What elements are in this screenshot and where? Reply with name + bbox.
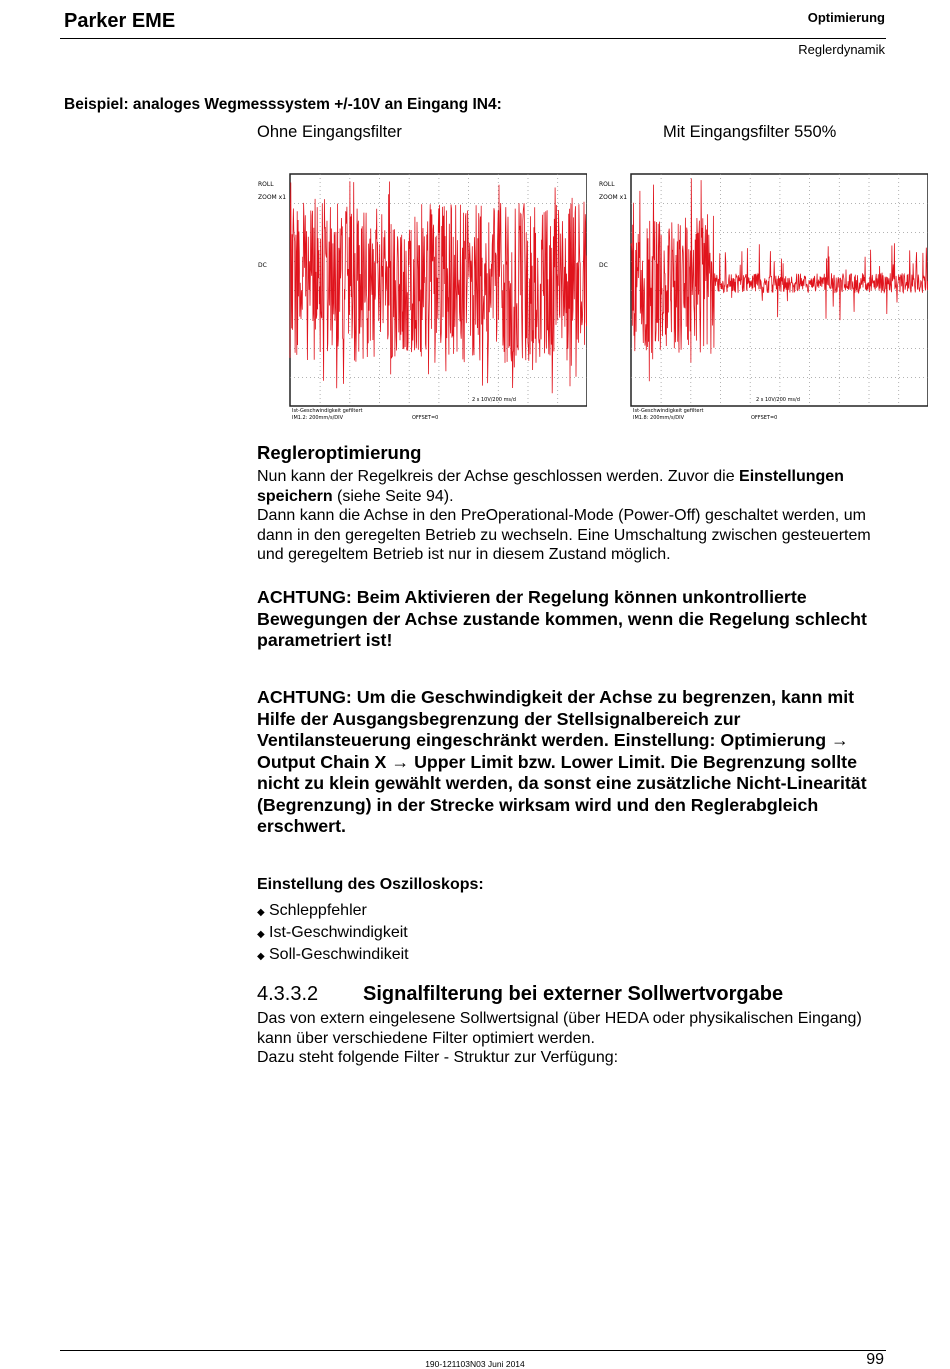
scope-left-coupling: DC (258, 262, 267, 269)
para1-end: (siehe Seite 94). (332, 487, 454, 505)
header-rule (60, 38, 886, 39)
section-heading (257, 983, 887, 1006)
scope-left-offset: OFFSET=0 (412, 415, 439, 421)
section-para2: Dazu steht folgende Filter - Struktur zur Verfügung: (257, 1049, 619, 1066)
scope-right-timebase: 2 s 10V/200 ms/d (756, 397, 800, 403)
warning-1 (257, 587, 887, 652)
list-item: ◆ Schleppfehler (257, 901, 887, 923)
list-item: ◆ Soll-Geschwindikeit (257, 945, 887, 967)
oszilloskop-list (257, 901, 887, 967)
scope-without-filter (257, 170, 587, 422)
scope-right-mode2: ZOOM x1 (599, 194, 628, 201)
diamond-bullet-icon: ◆ (257, 907, 265, 918)
scope-right-coupling: DC (599, 262, 608, 269)
oszilloskop-settings (257, 876, 887, 967)
arrow-right-icon: → (391, 751, 410, 772)
regleroptimierung-section (257, 442, 887, 565)
warning-1-text: ACHTUNG: Beim Aktivieren der Regelung können unkontrollierte Bewegungen der Achse zustande kommen, wenn die Regelung schlecht parametriert ist! (257, 587, 867, 650)
scope-left-timebase: 2 s 10V/200 ms/d (472, 397, 516, 403)
para1-text: Nun kann der Regelkreis der Achse geschlossen werden. Zuvor die (257, 468, 740, 485)
scope-left-trace-name: Ist-Geschwindigkeit gefiltert (292, 408, 363, 414)
regleroptimierung-title: Regleroptimierung (257, 442, 422, 463)
scope-right-trace-name: Ist-Geschwindigkeit gefiltert (633, 408, 704, 414)
section-4332 (257, 983, 887, 1068)
footer-rule (60, 1350, 886, 1351)
scope-right-mode1: ROLL (599, 181, 615, 188)
diamond-bullet-icon: ◆ (257, 929, 265, 940)
diamond-bullet-icon: ◆ (257, 951, 265, 962)
scope-right-trace-scale: IM1.8: 200mm/s/DIV (633, 415, 685, 421)
example-heading: Beispiel: analoges Wegmesssystem +/-10V an Eingang IN4: (64, 96, 502, 113)
warning-2 (257, 687, 887, 838)
footer-doc-id: 190-121103N03 Juni 2014 (425, 1359, 525, 1369)
regleroptimierung-para1 (257, 467, 887, 506)
header-subsection: Reglerdynamik (798, 42, 885, 57)
section-para1: Das von extern eingelesene Sollwertsignal (über HEDA oder physikalischen Eingang) kann über verschiedene Filter optimiert werden. (257, 1010, 862, 1047)
brand-name: Parker EME (64, 10, 176, 32)
warning-2-part-a: ACHTUNG: Um die Geschwindigkeit der Achse zu begrenzen, kann mit Hilfe der Ausgangsbegrenzung der Stellsignalbereich zur Ventilansteuerung eingeschränkt werden. Einstellung: Optimierung (257, 687, 855, 750)
caption-without-filter: Ohne Eingangsfilter (257, 123, 402, 141)
regleroptimierung-para2: Dann kann die Achse in den PreOperational-Mode (Power-Off) geschaltet werden, um dann in den geregelten Betrieb zu wechseln. Eine Umschaltung zwischen gesteuertem und geregeltem Betrieb ist nur in diesem Zustand möglich. (257, 507, 871, 563)
caption-with-filter: Mit Eingangsfilter 550% (663, 123, 837, 141)
page-number: 99 (866, 1351, 884, 1368)
scope-left-mode1: ROLL (258, 181, 274, 188)
section-title: Signalfilterung bei externer Sollwertvorgabe (363, 983, 784, 1005)
scope-left-trace-scale: IM1.2: 200mm/s/DIV (292, 415, 344, 421)
list-item: ◆ Ist-Geschwindigkeit (257, 923, 887, 945)
arrow-right-icon: → (831, 730, 849, 750)
para1-bold: Einstellungen speichern (257, 468, 844, 505)
scope-right-offset: OFFSET=0 (751, 415, 778, 421)
header-section: Optimierung (807, 10, 885, 25)
scope-left-mode2: ZOOM x1 (258, 194, 287, 201)
section-number: 4.3.3.2 (257, 983, 319, 1005)
oszilloskop-title: Einstellung des Oszilloskops: (257, 876, 484, 893)
warning-2-part-c: Upper Limit bzw. Lower Limit. Die Begrenzung sollte nicht zu klein gewählt werden, da sonst eine zusätzliche Nicht-Linearität (Begrenzung) in der Strecke wirksam wird und den Reglerabgleich erschwert. (257, 751, 867, 836)
warning-2-part-b: Output Chain X (257, 751, 392, 772)
scope-with-filter (598, 170, 928, 422)
warning-2-text (257, 687, 887, 838)
